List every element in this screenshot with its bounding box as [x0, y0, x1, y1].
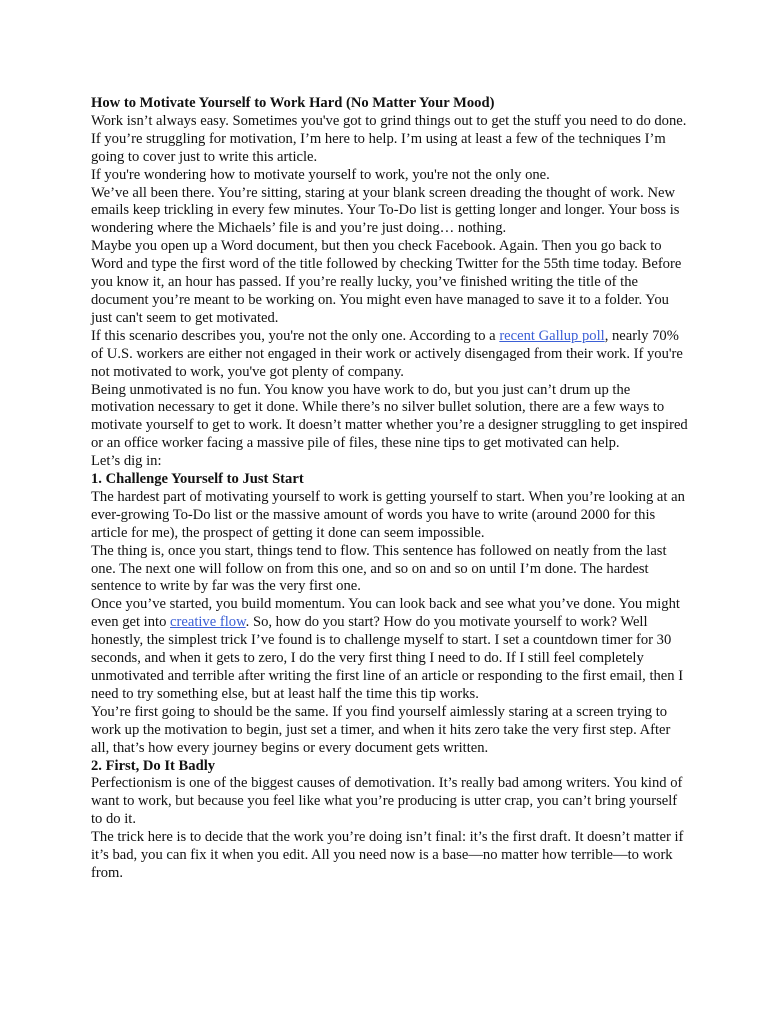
- section-1-paragraph-3: [91, 596, 691, 703]
- dig-in-paragraph: Let’s dig in:: [91, 453, 162, 470]
- intro-paragraph-4: Maybe you open up a Word document, but then you check Facebook. Again. Then you go back to Word and type the first word of the title followed by checking Twitter for the 55th time today. Before you know it, an hour has passed. If you’re really lucky, you’ve finished writing the title of the document you’re meant to be working on. You might even have managed to save it to a folder. You just can't seem to get motivated.: [91, 238, 682, 326]
- unmotivated-paragraph: Being unmotivated is no fun. You know you have work to do, but you just can’t drum up the motivation necessary to get it done. While there’s no silver bullet solution, there are a few ways to motivate yourself to get to work. It doesn’t matter whether you’re a designer struggling to get inspired or an office worker facing a massive pile of files, these nine tips to get motivated can help.: [91, 381, 688, 452]
- section-1-paragraph-4: You’re first going to should be the same. If you find yourself aimlessly staring at a screen trying to work up the motivation to begin, just set a timer, and when it hits zero take the very first step. After all, that’s how every journey begins or every document gets written.: [91, 703, 671, 756]
- section-2-paragraph-1: Perfectionism is one of the biggest causes of demotivation. It’s really bad among writers. You kind of want to work, but because you feel like what you’re producing is utter crap, you can’t bring yourself to do it.: [91, 775, 683, 828]
- gallup-text-after: , nearly 70% of U.S. workers are either not engaged in their work or actively disengaged from their work. If you're not motivated to work, you've got plenty of company.: [91, 327, 683, 380]
- section-2-paragraph-2: The trick here is to decide that the work you’re doing isn’t final: it’s the first draft. It doesn’t matter if it’s bad, you can fix it when you edit. All you need now is a base—no matter how terrible—to work from.: [91, 829, 684, 881]
- gallup-poll-link[interactable]: recent Gallup poll: [499, 327, 605, 344]
- document-page: [91, 95, 691, 883]
- creative-text-before: Once you’ve started, you build momentum. You can look back and see what you’ve done. You might even get into: [91, 596, 680, 631]
- section-1-paragraph-1: The hardest part of motivating yourself to work is getting yourself to start. When you’re looking at an ever-growing To-Do list or the massive amount of words you have to write (around 2000 for this article for me), the prospect of getting it done can seem impossible.: [91, 488, 685, 541]
- section-2-heading: 2. First, Do It Badly: [91, 757, 216, 774]
- gallup-paragraph: [91, 328, 691, 382]
- creative-text-after: . So, how do you start? How do you motivate yourself to work? Well honestly, the simplest trick I’ve found is to challenge myself to start. I set a countdown timer for 30 seconds, and when it gets to zero, I do the very first thing I need to do. If I still feel completely unmotivated and terrible after writing the first line of an article or responding to the first email, then I need to try something else, but at least half the time this tip works.: [91, 614, 684, 702]
- article-title: How to Motivate Yourself to Work Hard (No Matter Your Mood): [91, 95, 495, 111]
- gallup-text-before: If this scenario describes you, you're not the only one. According to a: [91, 327, 500, 344]
- creative-flow-link[interactable]: creative flow: [170, 614, 246, 631]
- section-1-heading: 1. Challenge Yourself to Just Start: [91, 471, 304, 488]
- section-1-paragraph-2: The thing is, once you start, things tend to flow. This sentence has followed on neatly from the last one. The next one will follow on from this one, and so on and so on until I’m done. The hardest sentence to write by far was the very first one.: [91, 542, 667, 595]
- intro-paragraph-2: If you're wondering how to motivate yourself to work, you're not the only one.: [91, 166, 550, 183]
- intro-paragraph-1: Work isn’t always easy. Sometimes you've got to grind things out to get the stuff you need to do done. If you’re struggling for motivation, I’m here to help. I’m using at least a few of the techniques I’m going to cover just to write this article.: [91, 112, 687, 165]
- intro-paragraph-3: We’ve all been there. You’re sitting, staring at your blank screen dreading the thought of work. New emails keep trickling in every few minutes. Your To-Do list is getting longer and longer. Your boss is wondering where the Michaels’ file is and you’re just doing… nothing.: [91, 184, 680, 237]
